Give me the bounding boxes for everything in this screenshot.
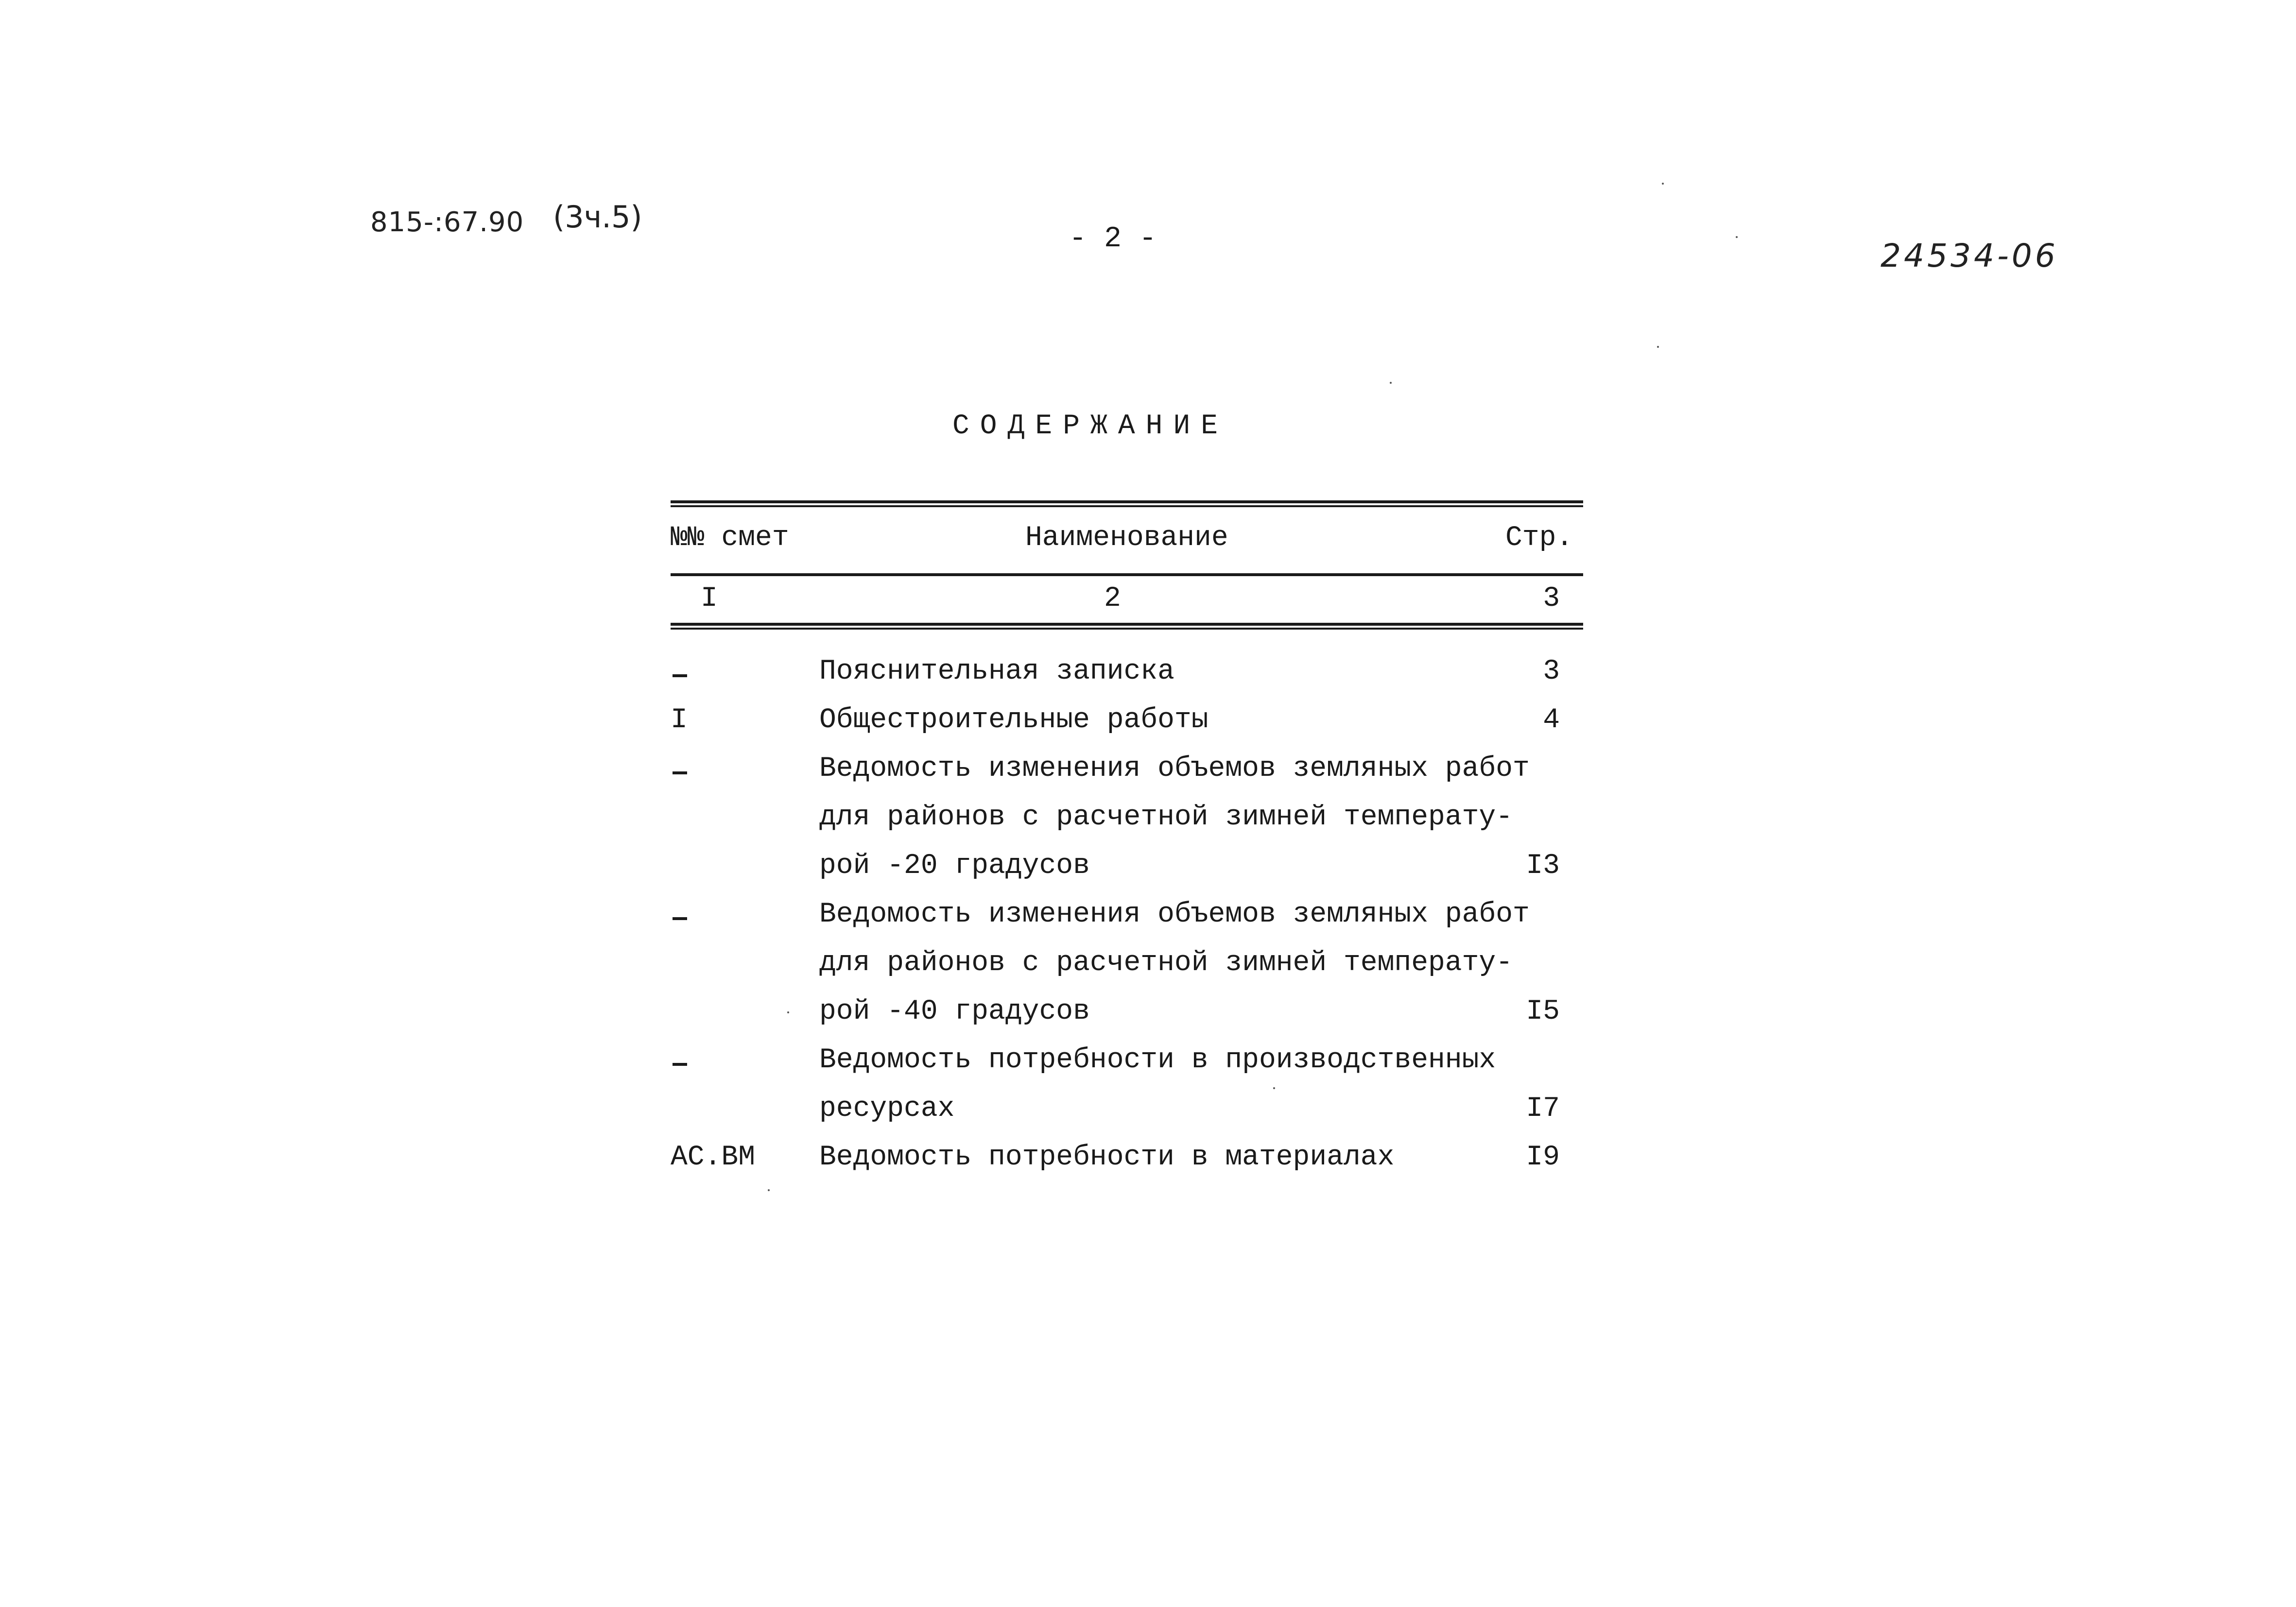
table-top-rule-inner — [671, 505, 1583, 507]
scan-speck — [1390, 382, 1392, 384]
row-name-line-1: Ведомость изменения объемов земляных работ — [819, 899, 1530, 930]
row-name-line-2: для районов с расчетной зимней температу- — [819, 802, 1513, 833]
row-number: I — [671, 704, 688, 736]
row-name-line-2: ресурсах — [819, 1093, 955, 1125]
row-name-line-1: Ведомость потребности в производственных — [819, 1044, 1496, 1076]
inventory-number: 24534-06 — [1881, 237, 2058, 274]
numbers-rule-inner — [671, 628, 1583, 630]
column-number-2: 2 — [1104, 583, 1121, 615]
scan-speck — [1662, 183, 1664, 185]
row-page: I3 — [1526, 850, 1560, 882]
row-page: 3 — [1543, 656, 1560, 687]
row-name-line-2: для районов с расчетной зимней температу- — [819, 947, 1513, 979]
row-dash — [673, 674, 687, 677]
document-part: (3ч.5) — [553, 199, 642, 235]
scan-speck — [1736, 236, 1738, 238]
column-header-name: Наименование — [1025, 522, 1228, 554]
column-header-page: Стр. — [1505, 522, 1573, 554]
row-page: I5 — [1526, 996, 1560, 1027]
row-name-line-3: рой -20 градусов — [819, 850, 1090, 882]
table-top-rule — [671, 500, 1583, 503]
row-number: АС.ВМ — [671, 1142, 756, 1173]
row-dash — [673, 917, 687, 920]
row-page: I7 — [1526, 1093, 1560, 1125]
page-number: - 2 - — [1069, 222, 1157, 256]
column-header-num: №№ смет — [671, 522, 789, 554]
scan-speck — [1657, 346, 1659, 348]
header-rule — [671, 573, 1583, 576]
row-name-line-1: Ведомость изменения объемов земляных работ — [819, 753, 1530, 785]
row-dash — [673, 1063, 687, 1066]
row-dash — [673, 771, 687, 774]
row-name: Ведомость потребности в материалах — [819, 1142, 1395, 1173]
scan-speck — [787, 1011, 789, 1013]
row-page: I9 — [1526, 1142, 1560, 1173]
row-name: Пояснительная записка — [819, 656, 1174, 687]
document-code: 815-:67.90 — [370, 206, 524, 238]
scan-speck — [768, 1189, 770, 1191]
row-page: 4 — [1543, 704, 1560, 736]
page-title: СОДЕРЖАНИЕ — [952, 410, 1229, 442]
numbers-rule — [671, 623, 1583, 626]
column-number-3: 3 — [1543, 583, 1560, 615]
row-name: Общестроительные работы — [819, 704, 1208, 736]
scan-speck — [1273, 1087, 1275, 1089]
column-number-1: I — [701, 583, 718, 615]
row-name-line-3: рой -40 градусов — [819, 996, 1090, 1027]
